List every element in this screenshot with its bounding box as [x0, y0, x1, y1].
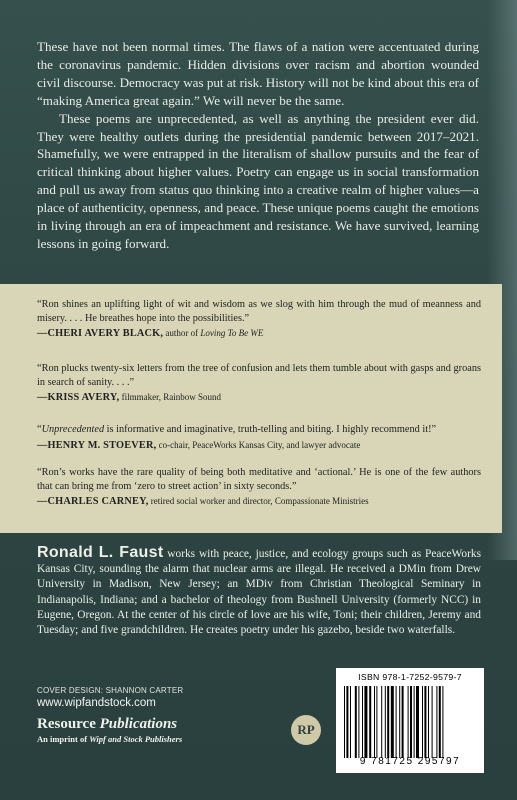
publisher-name	[37, 716, 182, 733]
endorser-role: retired social worker and director, Compassionate Ministries	[148, 496, 369, 507]
endorser-book-title: Loving To Be WE	[200, 328, 264, 339]
endorser-role: filmmaker, Rainbow Sound	[119, 392, 222, 403]
book-title: Unprecedented	[41, 424, 105, 435]
author-name: Ronald L. Faust	[37, 544, 164, 561]
endorsement-quote	[37, 423, 481, 437]
cover-design-credit: COVER DESIGN: SHANNON CARTER	[37, 686, 184, 695]
endorser-role: co-chair, PeaceWorks Kansas City, and lawyer advocate	[156, 439, 361, 450]
endorsement-attribution	[37, 495, 481, 509]
endorsement-quote: “Ron shines an uplifting light of wit and wisdom as we slog with him through the mud of meanness and misery. . . . He breathes hope into the possibilities.”	[37, 299, 481, 324]
isbn-barcode	[336, 668, 484, 773]
endorser-name: —HENRY M. STOEVER,	[37, 439, 157, 451]
imprint-name: Wipf and Stock Publishers	[89, 734, 183, 744]
quote-body: is informative and imaginative, truth-telling and biting. I highly recommend it!”	[104, 424, 437, 435]
description-paragraph-2: These poems are unprecedented, as well as anything the president ever did. They were healthy outlets during the presidential pandemic between 2017–2021. Shamefully, we were entrapped in the literalism of shallow pursuits and the fear of critical thinking about higher values. Poetry can engage us in social transformation and pull us away from status quo thinking into a creative realm of higher values—a place of authenticity, openness, and peace. These unique poems caught the emotions in living through an era of impeachment and resistance. We have survived, learning lessons in going forward.	[37, 110, 479, 251]
barcode-digits: 9 781725 295797	[359, 756, 461, 767]
endorser-name: —CHARLES CARNEY,	[37, 496, 149, 508]
endorsement-attribution	[37, 439, 481, 453]
publisher-name-word2: Publications	[99, 716, 178, 732]
publisher-logo: RP	[291, 715, 321, 745]
publisher-block	[37, 716, 182, 744]
endorsement-attribution	[37, 391, 481, 405]
isbn-label: ISBN 978-1-7252-9579-7	[358, 672, 462, 682]
endorsement-1	[37, 298, 481, 341]
description-paragraph-1: These have not been normal times. The flaws of a nation were accentuated during the coronavirus pandemic. Hidden divisions over racism and abortion wounded civil discourse. Democracy was put at risk. History will not be kind about this era of “making America great again.” We will never be the same.	[37, 39, 479, 108]
endorsement-quote: “Ron’s works have the rare quality of being both meditative and ‘actional.’ He is one of the few authors that can bring me from ‘zero to street action’ in sixty seconds.”	[37, 467, 481, 492]
publisher-website: www.wipfandstock.com	[37, 697, 156, 709]
publisher-imprint	[37, 734, 182, 744]
endorsement-4	[37, 466, 481, 509]
endorsement-attribution	[37, 327, 481, 341]
book-description	[37, 38, 479, 253]
quote-open-mark: “	[37, 424, 42, 435]
barcode-bars	[344, 686, 476, 758]
imprint-prefix: An imprint of	[37, 734, 90, 744]
endorsement-2	[37, 362, 481, 405]
endorser-name: —KRISS AVERY,	[37, 392, 120, 404]
endorsement-3	[37, 423, 481, 452]
endorser-role: author of	[163, 328, 201, 339]
endorsement-quote: “Ron plucks twenty-six letters from the tree of confusion and lets them tumble about with gasps and groans in search of sanity. . . .”	[37, 363, 481, 388]
author-bio-text: works with peace, justice, and ecology groups such as PeaceWorks Kansas City, sounding the alarm that nuclear arms are illegal. He received a DMin from Drew University in Madison, New Jersey; an MDiv from Christian Theological Seminary in Indianapolis, Indiana; and a bachelor of theology from Bushnell University (formerly NCC) in Eugene, Oregon. At the center of his circle of love are his wife, Toni; their children, Jeremy and Tuesday; and five grandchildren. He creates poetry under his gazebo, beside two waterfalls.	[37, 548, 482, 637]
author-bio	[37, 545, 481, 638]
publisher-name-word1: Resource	[37, 716, 100, 732]
endorser-name: —CHERI AVERY BLACK,	[37, 328, 164, 340]
